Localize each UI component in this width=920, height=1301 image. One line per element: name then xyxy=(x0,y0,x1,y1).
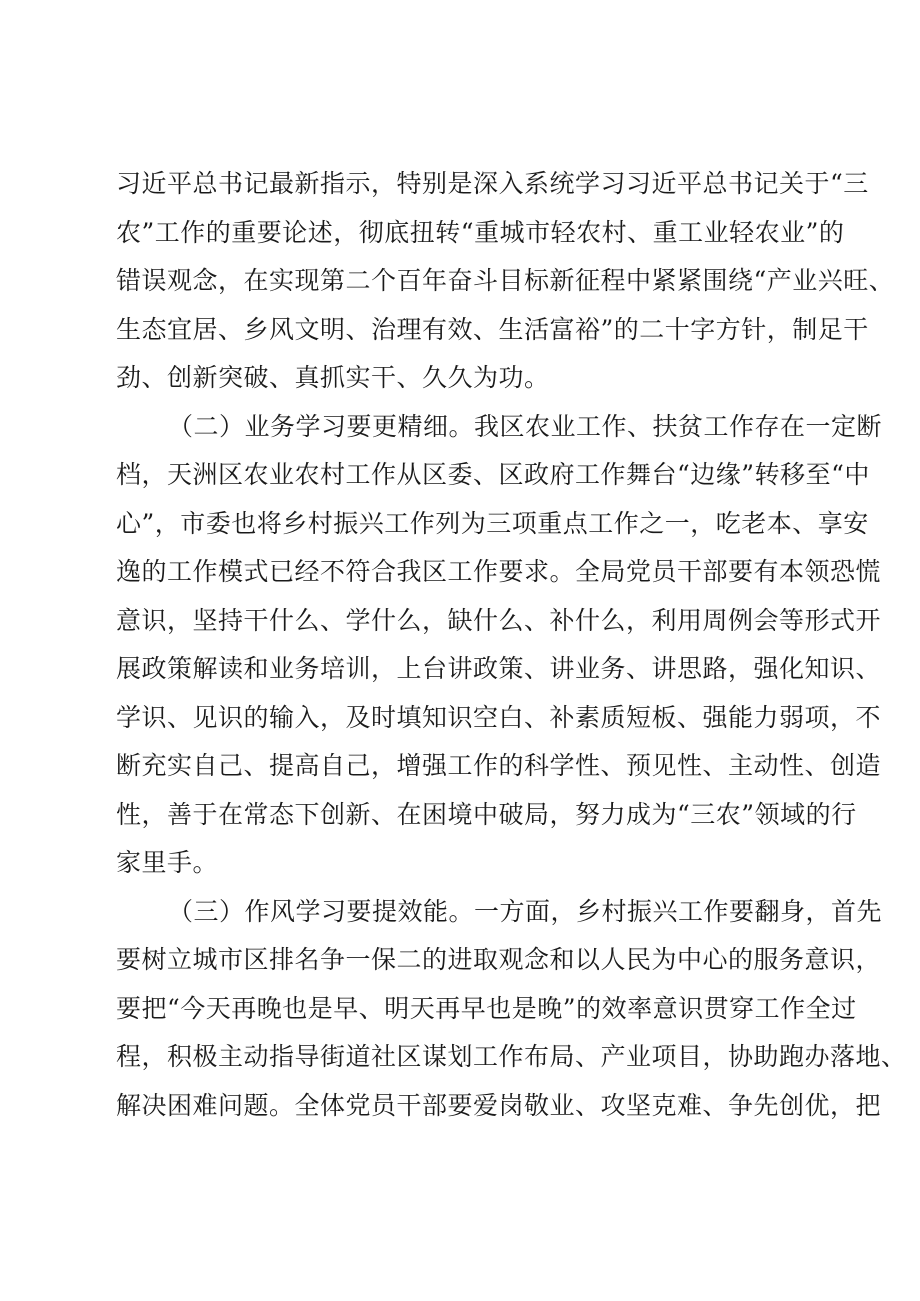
text-line: 逸的工作模式已经不符合我区工作要求。全局党员干部要有本领恐慌 xyxy=(116,557,882,586)
text-line: 档，天洲区农业农村工作从区委、区政府工作舞台“边缘”转移至“中 xyxy=(116,460,870,489)
text-line: 意识，坚持干什么、学什么，缺什么、补什么，利用周例会等形式开 xyxy=(116,605,882,635)
text-line: 要树立城市区排名争一保二的进取观念和以人民为中心的服务意识， xyxy=(116,945,882,974)
text-line: 程，积极主动指导街道社区谋划工作布局、产业项目，协助跑办落地、 xyxy=(116,1042,907,1071)
text-line: 习近平总书记最新指示，特别是深入系统学习习近平总书记关于“三 xyxy=(116,169,869,198)
text-line: 心”，市委也将乡村振兴工作列为三项重点工作之一，吃老本、享安 xyxy=(116,508,869,538)
text-line: 解决困难问题。全体党员干部要爱岗敬业、攻坚克难、争先创优，把 xyxy=(116,1090,882,1120)
text-line: 断充实自己、提高自己，增强工作的科学性、预见性、主动性、创造 xyxy=(116,751,882,780)
paragraph-1 xyxy=(116,160,895,403)
text-line: （二）业务学习要更精细。我区农业工作、扶贫工作存在一定断 xyxy=(168,411,883,441)
text-line: （三）作风学习要提效能。一方面，乡村振兴工作要翻身，首先 xyxy=(168,896,883,926)
text-line: 要把“今天再晚也是早、明天再早也是晚”的效率意识贯穿工作全过 xyxy=(116,993,857,1023)
text-line: 学识、见识的输入，及时填知识空白、补素质短板、强能力弱项，不 xyxy=(116,702,882,732)
paragraph-2 xyxy=(116,403,883,888)
paragraph-3 xyxy=(116,888,907,1131)
text-line: 错误观念，在实现第二个百年奋斗目标新征程中紧紧围绕“产业兴旺、 xyxy=(116,266,895,295)
text-line: 家里手。 xyxy=(116,848,219,877)
text-line: 劲、创新突破、真抓实干、久久为功。 xyxy=(116,363,550,392)
text-line: 展政策解读和业务培训，上台讲政策、讲业务、讲思路，强化知识、 xyxy=(116,654,882,683)
text-line: 性，善于在常态下创新、在困境中破局，努力成为“三农”领域的行 xyxy=(116,799,857,829)
text-line: 农”工作的重要论述，彻底扭转“重城市轻农村、重工业轻农业”的 xyxy=(116,217,845,247)
text-line: 生态宜居、乡风文明、治理有效、生活富裕”的二十字方针，制足干 xyxy=(116,314,869,344)
document-body xyxy=(116,160,907,1130)
